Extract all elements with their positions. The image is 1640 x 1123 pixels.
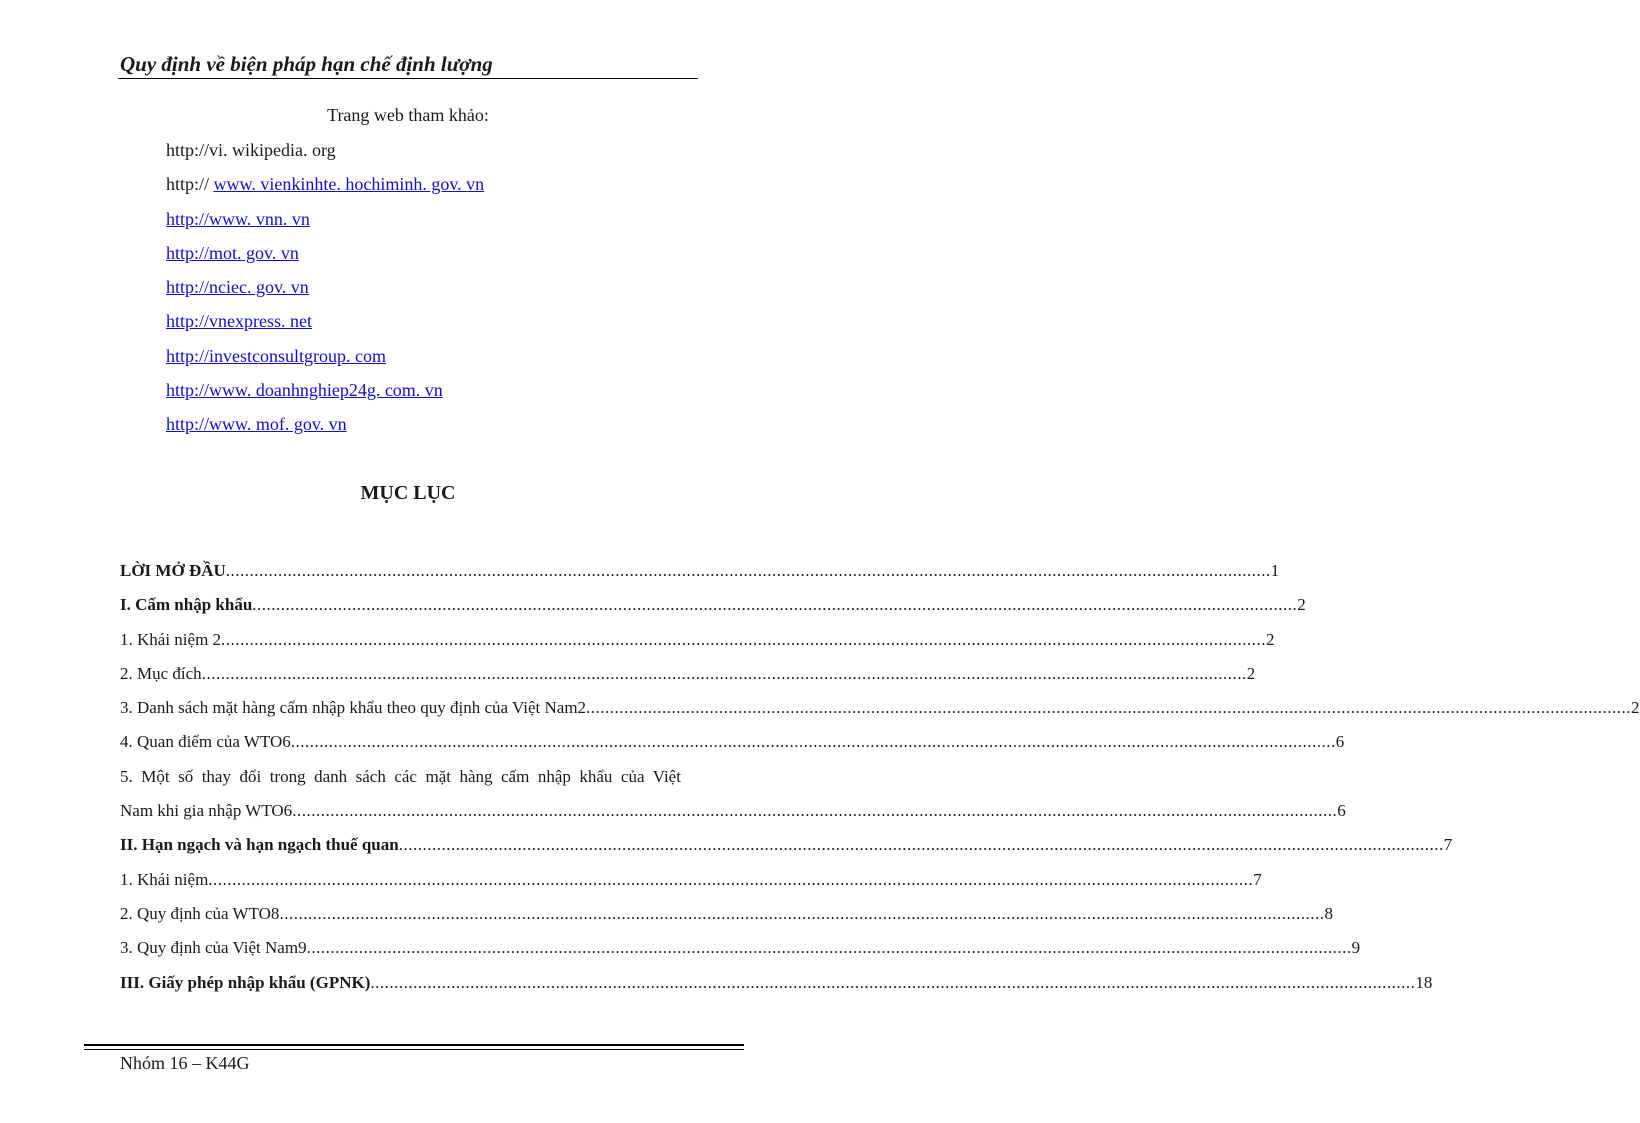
toc-entry[interactable]	[120, 766, 706, 800]
toc-entry-label: Nam khi gia nhập WTO6	[120, 801, 293, 821]
toc-leader-dots: ............................................................................................................................................................................................................................	[586, 698, 1632, 718]
reference-item	[166, 380, 484, 414]
reference-item	[166, 277, 484, 311]
reference-item	[166, 243, 484, 277]
toc-leader-dots: ............................................................................................................................................................................................................................	[201, 663, 1247, 683]
toc-entry[interactable]	[120, 869, 1262, 903]
references-heading: Trang web tham khảo:	[327, 105, 489, 125]
toc-leader-dots: ............................................................................................................................................................................................................................	[292, 801, 1338, 821]
toc-entry[interactable]	[120, 903, 1333, 937]
toc-leader-dots: ............................................................................................................................................................................................................................	[370, 972, 1416, 992]
toc-entry-label: 1. Khái niệm 2	[120, 629, 222, 649]
footer-group-label: Nhóm 16 – K44G	[120, 1053, 250, 1073]
reference-link[interactable]: http://www. doanhnghiep24g. com. vn	[166, 380, 443, 401]
toc-leader-dots: ............................................................................................................................................................................................................................	[221, 629, 1267, 649]
reference-link[interactable]: www. vienkinhte. hochiminh. gov. vn	[213, 174, 485, 195]
running-header-title: Quy định về biện pháp hạn chế định lượng	[120, 52, 493, 76]
toc-leader-dots: ............................................................................................................................................................................................................................	[279, 903, 1325, 923]
toc-page-number: 1	[1270, 561, 1280, 580]
toc-entry-label: II. Hạn ngạch và hạn ngạch thuế quan	[120, 835, 399, 855]
toc-page-number: 7	[1253, 869, 1262, 889]
toc-entry-label: 3. Quy định của Việt Nam9	[120, 938, 307, 958]
toc-entry[interactable]	[120, 800, 1346, 834]
toc-page-number: 2	[1266, 629, 1275, 649]
toc-page-number: 2	[1631, 698, 1640, 718]
reference-item	[166, 346, 484, 380]
toc-entry[interactable]	[120, 834, 1453, 868]
reference-item	[166, 209, 484, 243]
toc-page-number: 6	[1335, 732, 1345, 752]
toc-leader-dots: ............................................................................................................................................................................................................................	[306, 938, 1352, 958]
toc-entry-label: 2. Quy định của WTO8	[120, 903, 280, 923]
toc-page-number: 2	[1297, 595, 1306, 615]
toc-entry[interactable]	[120, 731, 1345, 765]
toc-entry[interactable]	[120, 697, 1640, 731]
toc-leader-dots: ............................................................................................................................................................................................................................	[252, 595, 1298, 615]
reference-list	[166, 140, 484, 449]
toc-entry[interactable]	[120, 663, 1256, 697]
footer-rule-thin	[84, 1049, 744, 1050]
reference-link[interactable]: http://www. vnn. vn	[166, 208, 310, 229]
reference-link[interactable]: http://vnexpress. net	[166, 311, 312, 332]
footer-rule	[84, 1044, 744, 1046]
toc-page-number: 8	[1324, 903, 1333, 923]
toc-leader-dots: ............................................................................................................................................................................................................................	[290, 732, 1336, 752]
toc-entry-label: LỜI MỞ ĐẦU	[120, 561, 226, 580]
reference-link[interactable]: http://mot. gov. vn	[166, 242, 299, 263]
toc-entry-label: 2. Mục đích	[120, 663, 202, 683]
toc-leader-dots: ............................................................................................................................................................................................................................	[398, 835, 1444, 855]
toc-entry-label: 3. Danh sách mặt hàng cấm nhập khẩu theo quy định của Việt Nam2	[120, 698, 587, 718]
toc-leader-dots: ............................................................................................................................................................................................................................	[208, 869, 1254, 889]
toc-entry-label: 1. Khái niệm	[120, 869, 209, 889]
header-rule	[118, 78, 698, 79]
reference-link[interactable]: http://www. mof. gov. vn	[166, 414, 347, 435]
reference-link[interactable]: http://investconsultgroup. com	[166, 345, 386, 366]
toc-title: MỤC LỤC	[360, 482, 456, 504]
toc-page-number: 6	[1337, 801, 1346, 821]
toc-leader-dots: ............................................................................................................................................................................................................................	[225, 561, 1271, 580]
toc-entry[interactable]	[120, 629, 1275, 663]
toc-entry-label: I. Cấm nhập khẩu	[120, 595, 253, 615]
reference-link[interactable]: http://nciec. gov. vn	[166, 277, 309, 298]
reference-item	[166, 140, 484, 174]
toc-entry[interactable]	[120, 937, 1361, 971]
reference-prefix: http://	[166, 174, 214, 195]
toc-entry[interactable]	[120, 972, 1433, 1006]
reference-item	[166, 414, 484, 448]
toc-entry-label: 5. Một số thay đổi trong danh sách các mặt hàng cấm nhập khẩu của Việt	[120, 766, 681, 786]
toc-page-number: 7	[1443, 835, 1453, 855]
toc-entry-label: 4. Quan điểm của WTO6	[120, 732, 291, 752]
toc-page-number: 2	[1246, 663, 1256, 683]
toc-entry-label: III. Giấy phép nhập khẩu (GPNK)	[120, 972, 371, 992]
reference-prefix: http://vi. wikipedia. org	[166, 140, 336, 160]
toc-entry[interactable]	[120, 594, 1306, 628]
toc-page-number: 9	[1351, 938, 1361, 958]
reference-item	[166, 174, 484, 208]
toc-page-number: 18	[1415, 972, 1433, 992]
toc-entry[interactable]	[120, 560, 1280, 594]
reference-item	[166, 311, 484, 345]
table-of-contents	[120, 560, 1640, 1006]
